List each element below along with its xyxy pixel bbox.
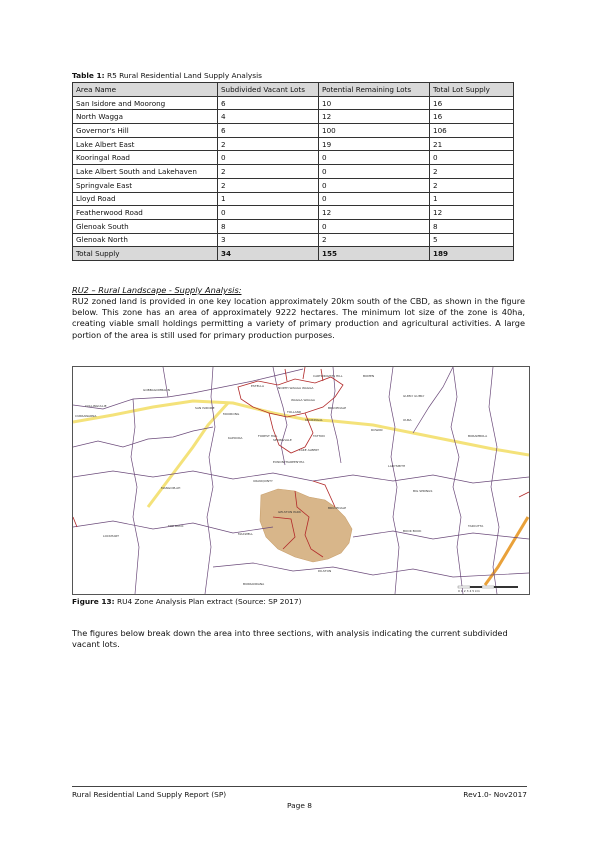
table-row	[73, 124, 514, 138]
table-cell: 0	[430, 151, 514, 165]
total-subdivided-vacant: 34	[218, 247, 319, 261]
table-cell: Lake Albert South and Lakehaven	[73, 165, 218, 179]
map-label: GELSTON PARK	[278, 510, 301, 514]
map-label: GOBBAGOMBALIN	[143, 388, 170, 392]
map-label: MAXWELL	[238, 532, 253, 536]
page-number: Page 8	[287, 801, 312, 810]
table-row	[73, 178, 514, 192]
map-label: OURA	[403, 418, 412, 422]
table-cell: 0	[319, 192, 430, 206]
table-cell: 4	[218, 110, 319, 124]
map-label: MOORONG	[223, 412, 240, 416]
map-label: LADYSMITH	[388, 464, 406, 468]
table-cell: 2	[218, 137, 319, 151]
header-subdivided-vacant-lots: Subdivided Vacant Lots	[218, 83, 319, 97]
map-label: DILSTON	[318, 569, 332, 573]
map-label: SPRINGVALE	[273, 438, 292, 442]
table-cell: Featherwood Road	[73, 206, 218, 220]
total-lot-supply: 189	[430, 247, 514, 261]
figure-caption	[72, 597, 301, 606]
total-potential-remaining: 155	[319, 247, 430, 261]
table-cell: 19	[319, 137, 430, 151]
table-cell: 12	[319, 110, 430, 124]
table-cell: Glenoak South	[73, 219, 218, 233]
table-cell: 2	[218, 165, 319, 179]
table-total-row	[73, 247, 514, 261]
footer-revision: Rev1.0- Nov2017	[463, 790, 527, 799]
header-area-name: Area Name	[73, 83, 218, 97]
map-label: BRUCEDALE	[328, 506, 347, 510]
section-paragraph: RU2 zoned land is provided in one key location approximately 20km south of the CBD, as shown in the figure below. This zone has an area of approximately 9222 hectares. The minimum lot size of the zone is 40ha, creating viable small holdings permitting a variety of primary production and agricultural activities. A large portion of the area is still used for primary production purposes.	[72, 296, 525, 340]
map-canvas	[73, 367, 529, 594]
section-heading: RU2 – Rural Landscape - Supply Analysis:	[72, 285, 242, 295]
land-supply-table	[72, 82, 514, 261]
table-cell: 16	[430, 96, 514, 110]
table-cell: 12	[430, 206, 514, 220]
table-cell: 0	[319, 151, 430, 165]
table-cell: 3	[218, 233, 319, 247]
table-cell: Springvale East	[73, 178, 218, 192]
map-label: BORAMBOLA	[468, 434, 488, 438]
map-label: TARCUTTA	[468, 524, 484, 528]
table-cell: 2	[430, 178, 514, 192]
table-header-row	[73, 83, 514, 97]
figure-caption-label: Figure 13:	[72, 597, 115, 606]
table-cell: 6	[218, 96, 319, 110]
table-cell: 10	[319, 96, 430, 110]
table-cell: Kooringal Road	[73, 151, 218, 165]
map-label: MANGOPLAH	[161, 486, 181, 490]
table-cell: 8	[218, 219, 319, 233]
analysis-paragraph: The figures below break down the area into three sections, with analysis indicating the current subdivided vacant lots.	[72, 628, 508, 650]
map-label: GUMLY GUMLY	[403, 394, 425, 398]
table-cell: Lloyd Road	[73, 192, 218, 206]
table-row	[73, 206, 514, 220]
footer-report-title: Rural Residential Land Supply Report (SP)	[72, 790, 227, 799]
header-potential-remaining-lots: Potential Remaining Lots	[319, 83, 430, 97]
table-cell: 0	[218, 206, 319, 220]
table-cell: Lake Albert East	[73, 137, 218, 151]
map-label: SAN ISIDORE	[195, 406, 215, 410]
table-row	[73, 219, 514, 233]
map-label: CARTWRIGHTS HILL	[313, 374, 343, 378]
table-row	[73, 165, 514, 179]
map-label: LOCKHART	[103, 534, 119, 538]
map-label: ESTELLA	[251, 384, 264, 388]
table-cell: 1	[430, 192, 514, 206]
total-label: Total Supply	[73, 247, 218, 261]
map-label: TOLLAND	[287, 410, 302, 414]
table-row	[73, 151, 514, 165]
figure-caption-text: RU4 Zone Analysis Plan extract (Source: SP 2017)	[114, 597, 302, 606]
map-label: KAPOOKA	[228, 436, 243, 440]
table-cell: San Isidore and Moorong	[73, 96, 218, 110]
table-cell: 0	[319, 165, 430, 179]
table-cell: Governor's Hill	[73, 124, 218, 138]
table-cell: 6	[218, 124, 319, 138]
table-caption	[72, 71, 262, 80]
table-cell: 2	[319, 233, 430, 247]
map-label: KOORINGAL	[305, 418, 323, 422]
table-cell: 2	[218, 178, 319, 192]
map-label: BURRANDANA	[243, 582, 265, 586]
footer-divider	[72, 786, 527, 787]
table-row	[73, 96, 514, 110]
header-total-lot-supply: Total Lot Supply	[430, 83, 514, 97]
table-cell: 106	[430, 124, 514, 138]
table-cell: 0	[319, 219, 430, 233]
table-cell: 8	[430, 219, 514, 233]
table-cell: 16	[430, 110, 514, 124]
map-label: FOREST HILL	[258, 434, 278, 438]
map-label: TATTON	[313, 434, 325, 438]
map-label: WAGGA WAGGA	[291, 398, 315, 402]
table-cell: 100	[319, 124, 430, 138]
table-cell: 21	[430, 137, 514, 151]
map-label: EUNONYHAREENYHA	[273, 460, 305, 464]
map-label: URANQUINTY	[253, 479, 273, 483]
map-label: BRUCEDALE	[328, 406, 347, 410]
table-cell: 0	[218, 151, 319, 165]
map-label: BIG SPRINGS	[413, 489, 433, 493]
map-label: CURRAWARNA	[75, 414, 97, 418]
table-cell: North Wagga	[73, 110, 218, 124]
map-label: BOOK BOOK	[403, 529, 422, 533]
map-label: BOMEN	[363, 374, 375, 378]
table-row	[73, 137, 514, 151]
map-label: LAKE ALBERT	[299, 448, 319, 452]
map-label: COLLINGULLIE	[85, 404, 107, 408]
table-row	[73, 192, 514, 206]
table-cell: 2	[430, 165, 514, 179]
map-label: ROWAN	[371, 428, 383, 432]
table-cell: 12	[319, 206, 430, 220]
map-label: NORTH WAGGA WAGGA	[278, 386, 314, 390]
table-row	[73, 233, 514, 247]
table-cell: Glenoak North	[73, 233, 218, 247]
table-caption-text: R5 Rural Residential Land Supply Analysis	[104, 71, 263, 80]
map-label: THE ROCK	[168, 524, 184, 528]
scale-text: 0 1 2 3 4 5 km	[458, 589, 480, 593]
table-cell: 0	[319, 178, 430, 192]
zone-analysis-map	[72, 366, 530, 595]
table-cell: 5	[430, 233, 514, 247]
table-row	[73, 110, 514, 124]
table-cell: 1	[218, 192, 319, 206]
table-caption-label: Table 1:	[72, 71, 105, 80]
